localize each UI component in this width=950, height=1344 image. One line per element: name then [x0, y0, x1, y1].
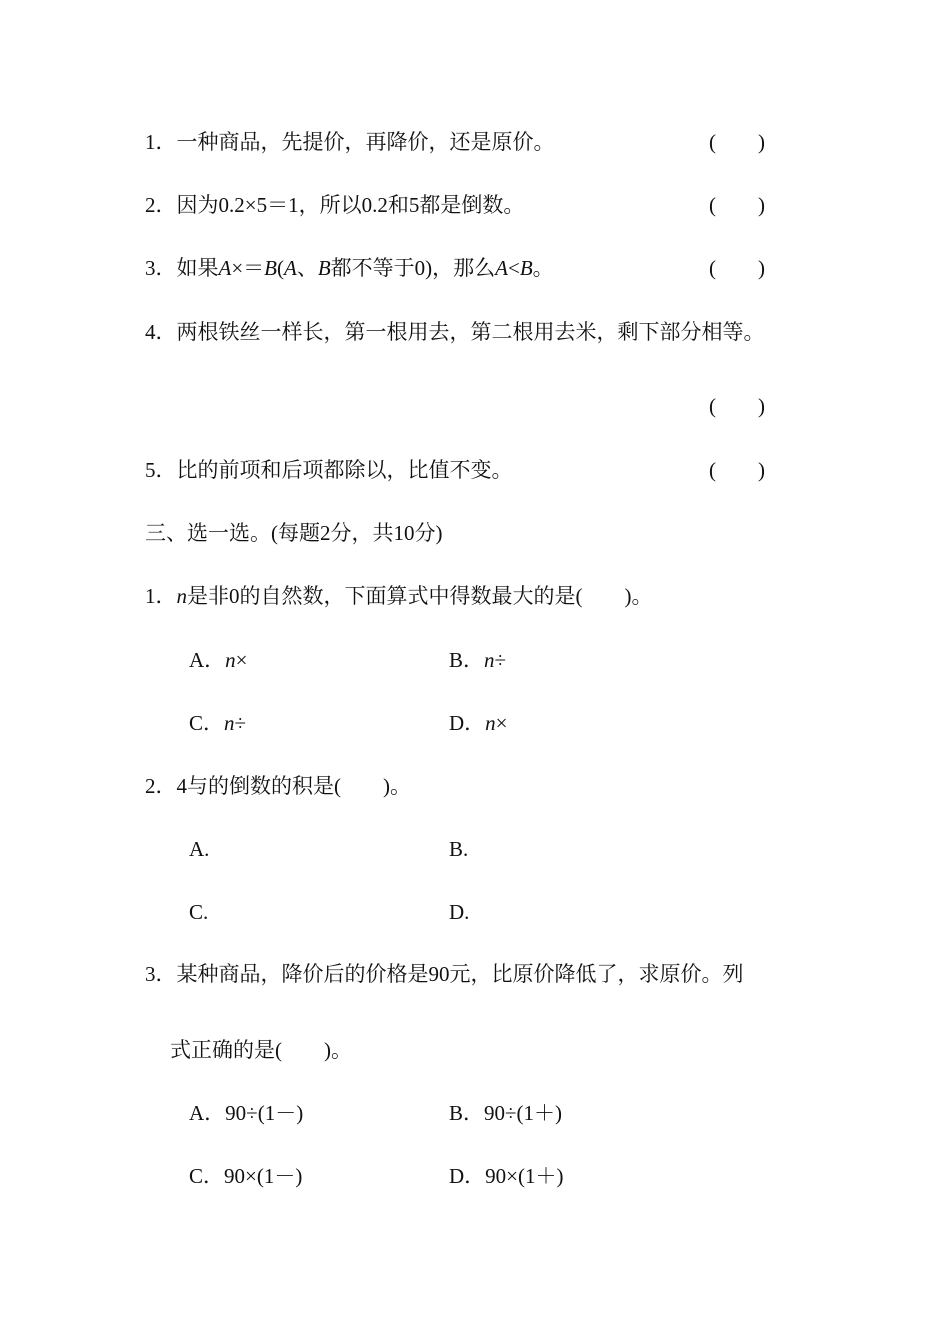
item-text: < — [507, 256, 520, 280]
item-text: 。 — [532, 256, 554, 280]
section-heading: 三、选一选。(每题2分，共10分) — [145, 521, 443, 545]
item-number: 1． — [145, 130, 177, 154]
judge-item-5 — [145, 456, 513, 484]
item-text: 两根铁丝一样长，第一根用去，第二根用去米，剩下部分相等。 — [176, 320, 765, 344]
option-expression: 90÷(1＋) — [484, 1101, 563, 1125]
option-label: C． — [189, 711, 225, 735]
item-text: 、 — [296, 256, 318, 280]
item-text: 因为0.2×5＝1，所以0.2和5都是倒数。 — [176, 193, 525, 217]
variable-a: A — [218, 256, 232, 280]
judge-item-4 — [145, 318, 765, 346]
variable-b: B — [317, 256, 331, 280]
operator: ÷ — [494, 648, 507, 672]
item-text: 一种商品，先提价，再降价，还是原价。 — [176, 130, 555, 154]
item-text: ( — [277, 256, 284, 280]
answer-paren: ( ) — [709, 394, 765, 418]
option-d — [449, 1162, 564, 1190]
item-text: 4与的倒数的积是( )。 — [176, 774, 411, 798]
operator: × — [495, 711, 508, 735]
option-b — [449, 646, 506, 674]
item-number: 4． — [145, 320, 177, 344]
option-label: D． — [449, 711, 486, 735]
item-text: 是非0的自然数，下面算式中得数最大的是( )。 — [187, 584, 653, 608]
option-label: A． — [189, 648, 226, 672]
variable-a: A — [495, 256, 508, 280]
item-number: 3． — [145, 962, 177, 986]
variable-a: A — [284, 256, 297, 280]
option-c: C. — [189, 900, 209, 924]
option-b — [449, 1099, 562, 1127]
judge-item-3 — [145, 254, 554, 282]
variable-n: n — [484, 648, 495, 672]
option-label: B． — [449, 1101, 485, 1125]
option-a — [189, 1099, 303, 1127]
item-text: 都不等于0)，那么 — [330, 256, 496, 280]
variable-n: n — [224, 711, 235, 735]
variable-n: n — [176, 584, 187, 608]
option-label: A． — [189, 1101, 226, 1125]
option-label: D． — [449, 1164, 486, 1188]
item-number: 3． — [145, 256, 177, 280]
item-text: 比的前项和后项都除以，比值不变。 — [176, 458, 513, 482]
variable-b: B — [264, 256, 277, 280]
operator: × — [235, 648, 248, 672]
option-label: C． — [189, 1164, 225, 1188]
item-text: 某种商品，降价后的价格是90元，比原价降低了，求原价。列 — [176, 962, 744, 986]
item-text: 如果 — [176, 256, 219, 280]
variable-b: B — [519, 256, 533, 280]
choice-question-3 — [145, 960, 744, 988]
answer-paren: ( ) — [709, 130, 765, 154]
option-a: A. — [189, 837, 210, 861]
answer-paren: ( ) — [709, 193, 765, 217]
option-expression: 90×(1＋) — [485, 1164, 564, 1188]
item-number: 1． — [145, 584, 177, 608]
choice-question-2 — [145, 772, 411, 800]
variable-n: n — [225, 648, 236, 672]
option-d: D. — [449, 900, 470, 924]
option-c — [189, 1162, 302, 1190]
option-b: B. — [449, 837, 469, 861]
item-number: 2． — [145, 774, 177, 798]
operator: ÷ — [234, 711, 247, 735]
item-number: 5． — [145, 458, 177, 482]
option-a — [189, 646, 248, 674]
judge-item-2 — [145, 191, 524, 219]
judge-item-1 — [145, 128, 555, 156]
item-text: ×＝ — [231, 256, 265, 280]
option-label: B． — [449, 648, 485, 672]
choice-question-1 — [145, 582, 653, 610]
item-number: 2． — [145, 193, 177, 217]
option-expression: 90÷(1－) — [225, 1101, 304, 1125]
answer-paren: ( ) — [709, 458, 765, 482]
option-expression: 90×(1－) — [224, 1164, 303, 1188]
question-continuation: 式正确的是( )。 — [170, 1038, 352, 1062]
option-d — [449, 709, 508, 737]
answer-paren: ( ) — [709, 256, 765, 280]
variable-n: n — [485, 711, 496, 735]
option-c — [189, 709, 246, 737]
